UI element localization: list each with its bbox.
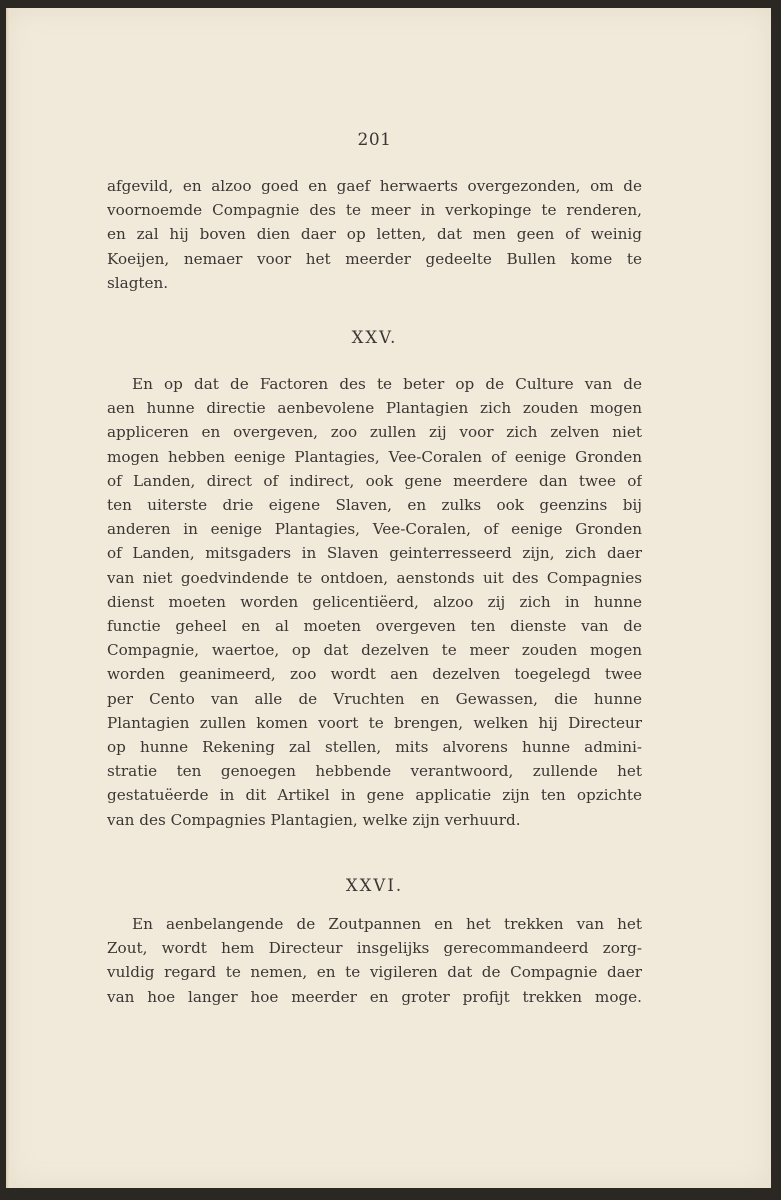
text-line: of Landen, direct of indirect, ook gene meerdere dan twee of xyxy=(107,471,642,490)
text-line: Koeijen, nemaer voor het meerder gedeelte Bullen kome te xyxy=(107,249,642,268)
text-line: slagten. xyxy=(107,273,169,292)
text-line: aen hunne directie aenbevolene Plantagien zich zouden mogen xyxy=(107,399,642,418)
text-line: vuldig regard te nemen, en te vigileren dat de Compagnie daer xyxy=(107,963,642,982)
paragraph-xxvi xyxy=(107,912,642,1009)
text-line: En aenbelangende de Zoutpannen en het trekken van het xyxy=(132,915,642,933)
text-line: per Cento van alle de Vruchten en Gewassen, die hunne xyxy=(107,689,642,708)
article-heading-xxv: XXV. xyxy=(351,328,398,347)
text-line: Compagnie, waertoe, op dat dezelven te meer zouden mogen xyxy=(107,641,642,660)
text-line: anderen in eenige Plantagies, Vee-Coralen, of eenige Gronden xyxy=(107,520,642,539)
text-line: En op dat de Factoren des te beter op de Culture van de xyxy=(132,375,642,393)
text-line: van des Compagnies Plantagien, welke zijn verhuurd. xyxy=(107,810,521,829)
text-line: worden geanimeerd, zoo wordt aen dezelven toegelegd twee xyxy=(107,665,642,684)
paragraph-intro xyxy=(107,174,642,295)
paragraph-xxv xyxy=(107,372,642,832)
text-line: voornoemde Compagnie des te meer in verkopinge te renderen, xyxy=(107,201,642,220)
text-line: en zal hij boven dien daer op letten, dat men geen of weinig xyxy=(107,225,642,244)
document-page xyxy=(6,8,771,1188)
text-line: ten uiterste drie eigene Slaven, en zulks ook geenzins bij xyxy=(107,496,642,515)
text-line: Zout, wordt hem Directeur insgelijks gerecommandeerd zorg- xyxy=(107,939,642,958)
text-line: of Landen, mitsgaders in Slaven geinterresseerd zijn, zich daer xyxy=(107,544,642,563)
text-line: Plantagien zullen komen voort te brengen, welken hij Directeur xyxy=(107,713,642,732)
text-line: functie geheel en al moeten overgeven ten dienste van de xyxy=(107,617,642,636)
page-edge xyxy=(6,8,10,1188)
text-line: dienst moeten worden gelicentiëerd, alzoo zij zich in hunne xyxy=(107,592,642,611)
text-line: op hunne Rekening zal stellen, mits alvorens hunne admini- xyxy=(107,738,642,757)
article-heading-xxvi: XXVI. xyxy=(345,876,404,895)
text-line: afgevild, en alzoo goed en gaef herwaerts overgezonden, om de xyxy=(107,177,642,195)
text-line: gestatuëerde in dit Artikel in gene applicatie zijn ten opzichte xyxy=(107,786,642,805)
text-line: stratie ten genoegen hebbende verantwoord, zullende het xyxy=(107,762,642,781)
text-line: van niet goedvindende te ontdoen, aenstonds uit des Compagnies xyxy=(107,568,642,587)
text-line: appliceren en overgeven, zoo zullen zij voor zich zelven niet xyxy=(107,423,642,442)
text-line: van hoe langer hoe meerder en groter profijt trekken moge. xyxy=(107,987,642,1006)
text-line: mogen hebben eenige Plantagies, Vee-Coralen of eenige Gronden xyxy=(107,447,642,466)
page-number: 201 xyxy=(357,130,392,150)
